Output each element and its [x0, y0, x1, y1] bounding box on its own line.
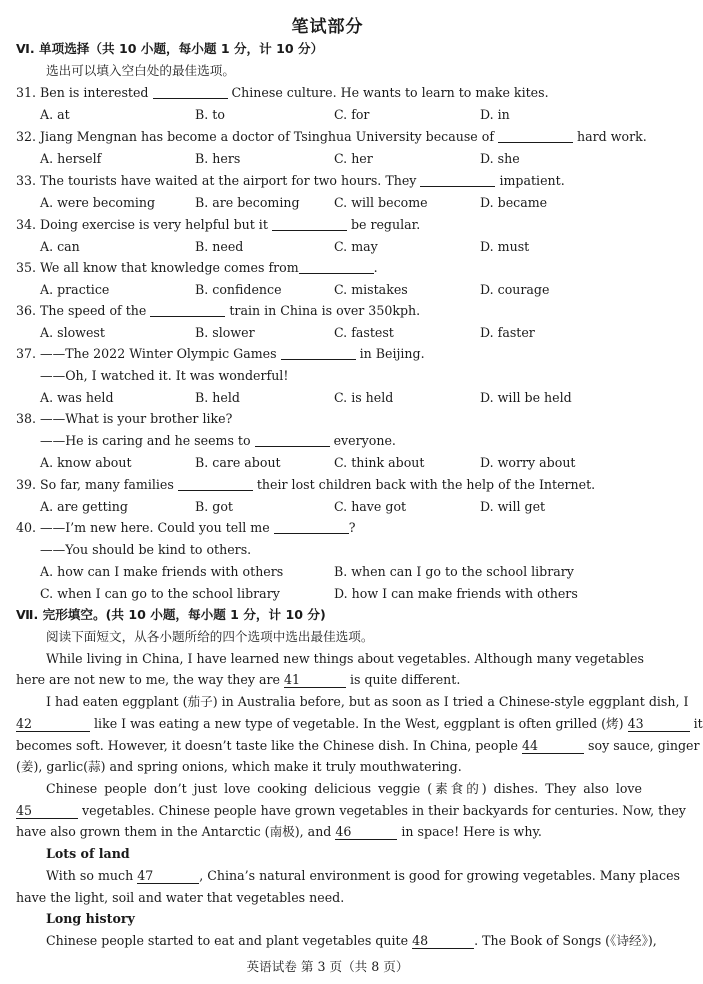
option-b: B. are becoming [195, 195, 300, 210]
section-7-instruction: 阅读下面短文，从各小题所给的四个选项中选出最佳选项。 [46, 629, 374, 644]
option-a: A. slowest [40, 325, 105, 340]
passage-line: becomes soft. However, it doesn’t taste like the Chinese dish. In China, people 44 soy sauce, ginger [16, 738, 700, 753]
option-a: A. how can I make friends with others [40, 564, 284, 579]
option-a: A. at [40, 107, 70, 122]
option-b: B. care about [195, 455, 281, 470]
page-title: 笔试部分 [291, 17, 364, 37]
question-33: 33. The tourists have waited at the airport for two hours. They impatient. [16, 173, 565, 188]
subheading-lots-of-land: Lots of land [46, 846, 130, 861]
option-c: C. will become [334, 195, 428, 210]
passage-line: Chinese people don’t just love cooking delicious veggie (素食的) dishes. They also love [46, 781, 642, 796]
answer-blank [420, 173, 495, 187]
cloze-blank-46: 46 [335, 824, 397, 840]
passage-line: 42 like I was eating a new type of vegetable. In the West, eggplant is often grilled (烤) 43 it [16, 716, 703, 731]
cloze-blank-41: 41 [284, 672, 346, 688]
option-b: B. when can I go to the school library [334, 564, 574, 579]
option-d: D. became [480, 195, 548, 210]
option-d: D. she [480, 151, 520, 166]
cloze-blank-42: 42 [16, 716, 90, 732]
question-37: 37. ——The 2022 Winter Olympic Games in Beijing. [16, 346, 425, 361]
option-a: A. were becoming [40, 195, 156, 210]
question-38: 38. ——What is your brother like? [16, 411, 233, 426]
option-b: B. need [195, 239, 244, 254]
passage-line: 45 vegetables. Chinese people have grown vegetables in their backyards for centuries. Now, they [16, 803, 686, 818]
option-d: D. will be held [480, 390, 572, 405]
passage-line: With so much 47 , China’s natural environment is good for growing vegetables. Many places [46, 868, 680, 883]
cloze-blank-43: 43 [628, 716, 690, 732]
answer-blank [274, 520, 349, 534]
question-40: 40. ——I’m new here. Could you tell me ? [16, 520, 356, 535]
option-c: C. think about [334, 455, 425, 470]
answer-blank [299, 260, 374, 274]
option-b: B. held [195, 390, 240, 405]
option-c: C. fastest [334, 325, 394, 340]
answer-blank [178, 477, 253, 491]
option-b: B. hers [195, 151, 241, 166]
option-d: D. courage [480, 282, 550, 297]
passage-line: have the light, soil and water that vegetables need. [16, 890, 345, 905]
answer-blank [150, 303, 225, 317]
option-a: A. was held [40, 390, 114, 405]
cloze-blank-47: 47 [137, 868, 199, 884]
section-6-heading: Ⅵ. 单项选择（共 10 小题，每小题 1 分，计 10 分） [16, 41, 324, 56]
option-c: C. her [334, 151, 373, 166]
question-38-reply: ——He is caring and he seems to everyone. [40, 433, 396, 448]
option-b: B. slower [195, 325, 255, 340]
option-d: D. how I can make friends with others [334, 586, 578, 601]
option-c: C. have got [334, 499, 407, 514]
option-c: C. mistakes [334, 282, 408, 297]
question-36: 36. The speed of the train in China is over 350kph. [16, 303, 421, 318]
answer-blank [498, 129, 573, 143]
section-7-heading: Ⅶ. 完形填空。(共 10 小题，每小题 1 分，计 10 分) [16, 607, 326, 622]
option-c: C. when I can go to the school library [40, 586, 280, 601]
option-c: C. may [334, 239, 378, 254]
section-6-instruction: 选出可以填入空白处的最佳选项。 [46, 63, 235, 78]
passage-line: here are not new to me, the way they are 41 is quite different. [16, 672, 461, 687]
option-b: B. confidence [195, 282, 282, 297]
option-c: C. is held [334, 390, 394, 405]
option-c: C. for [334, 107, 370, 122]
question-31: 31. Ben is interested Chinese culture. He wants to learn to make kites. [16, 85, 549, 100]
option-d: D. faster [480, 325, 535, 340]
option-a: A. know about [40, 455, 132, 470]
option-d: D. in [480, 107, 510, 122]
question-39: 39. So far, many families their lost children back with the help of the Internet. [16, 477, 596, 492]
question-32: 32. Jiang Mengnan has become a doctor of Tsinghua University because of hard work. [16, 129, 647, 144]
answer-blank [281, 346, 356, 360]
option-a: A. practice [40, 282, 110, 297]
option-a: A. herself [40, 151, 102, 166]
answer-blank [272, 217, 347, 231]
option-d: D. worry about [480, 455, 576, 470]
answer-blank [255, 433, 330, 447]
passage-line: While living in China, I have learned new things about vegetables. Although many vegetables [46, 651, 644, 666]
passage-line: (姜), garlic(蒜) and spring onions, which make it truly mouthwatering. [16, 759, 462, 774]
option-a: A. can [40, 239, 80, 254]
page-footer: 英语试卷 第 3 页（共 8 页） [246, 959, 409, 974]
cloze-blank-45: 45 [16, 803, 78, 819]
question-37-reply: ——Oh, I watched it. It was wonderful! [40, 368, 289, 383]
cloze-blank-44: 44 [522, 738, 584, 754]
option-b: B. got [195, 499, 233, 514]
option-a: A. are getting [40, 499, 128, 514]
option-d: D. must [480, 239, 530, 254]
cloze-blank-48: 48 [412, 933, 474, 949]
option-b: B. to [195, 107, 225, 122]
passage-line: have also grown them in the Antarctic (南极), and 46 in space! Here is why. [16, 824, 542, 839]
question-40-reply: ——You should be kind to others. [40, 542, 252, 557]
answer-blank [153, 85, 228, 99]
subheading-long-history: Long history [46, 911, 135, 926]
passage-line: Chinese people started to eat and plant vegetables quite 48 . The Book of Songs (《诗经》), [46, 933, 657, 948]
option-d: D. will get [480, 499, 546, 514]
question-35: 35. We all know that knowledge comes from . [16, 260, 378, 275]
passage-line: I had eaten eggplant (茄子) in Australia before, but as soon as I tried a Chinese-style eggplant dish, I [46, 694, 689, 709]
question-34: 34. Doing exercise is very helpful but it be regular. [16, 217, 421, 232]
